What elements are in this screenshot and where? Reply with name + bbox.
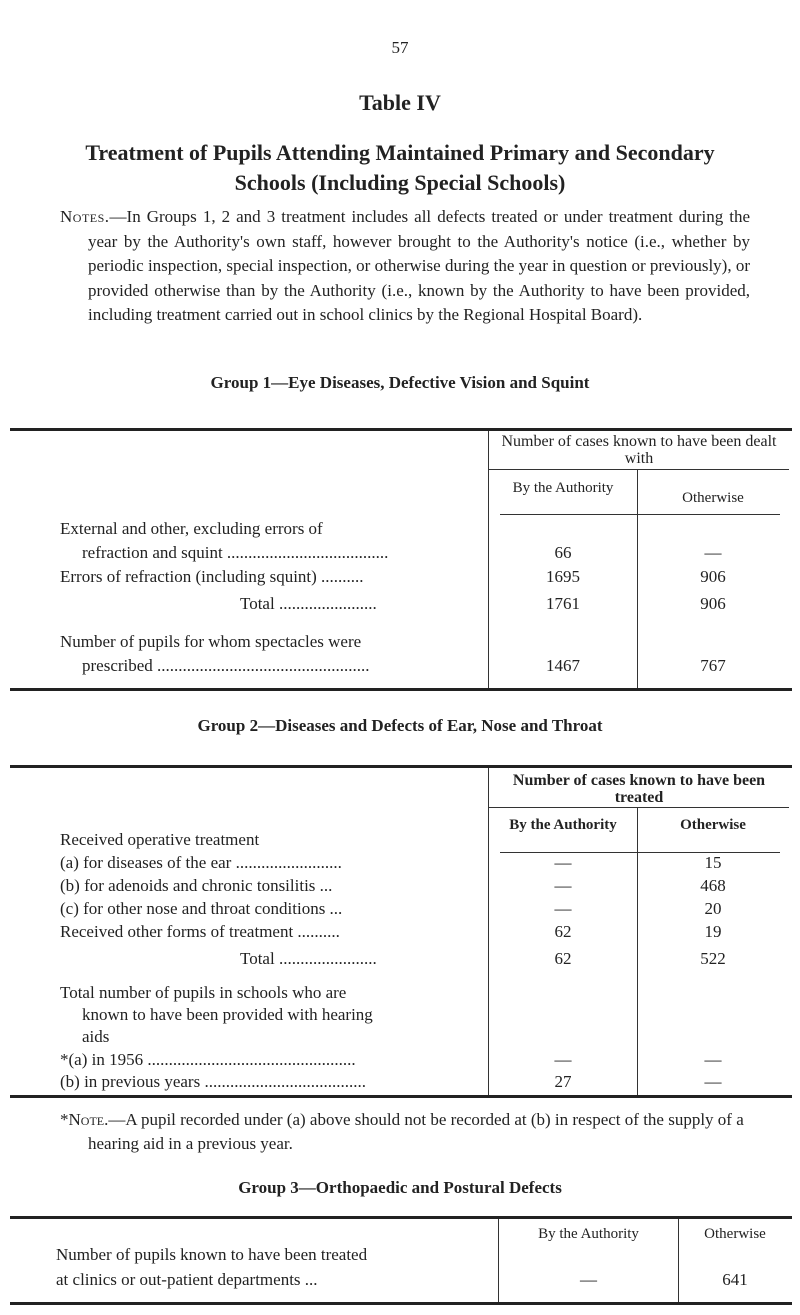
g2-row1-label: (a) for diseases of the ear .........................: [60, 853, 342, 872]
group3-col1: By the Authority: [538, 1226, 639, 1242]
g2-row2-v1: —: [554, 876, 572, 895]
g2-section1: Received operative treatment: [60, 830, 260, 849]
rule: [10, 1216, 792, 1219]
g2-aid-row1-v2: —: [704, 1050, 722, 1069]
rule: [10, 1302, 792, 1305]
g2-aid-row2-v1: 27: [554, 1072, 572, 1091]
g1-row4-label-a: Number of pupils for whom spectacles were: [60, 632, 362, 651]
g2-row2-v2: 468: [700, 876, 726, 895]
g3-label-b: at clinics or out-patient departments ...: [56, 1270, 318, 1289]
g1-total-v1: 1761: [546, 594, 580, 613]
g2-row3-v1: —: [554, 899, 572, 918]
g2-total-v1: 62: [554, 949, 572, 968]
g2-row4-v2: 19: [704, 922, 722, 941]
notes-text: —In Groups 1, 2 and 3 treatment includes all defects treated or under treatment during the year by the Authority's own staff, however brought to the Authority's notice (i.e., whether by periodic inspection, special inspection, or otherwise during the year in question or previously), or provided otherwise than by the Authority (i.e., known by the Authority to have been provided, including treatment carried out in school clinics by the Regional Hospital Board).: [88, 207, 750, 324]
g2-row1-v2: 15: [704, 853, 722, 872]
g2-row1-v1: —: [554, 853, 572, 872]
notes: [60, 205, 750, 328]
rule: [10, 1095, 792, 1098]
g1-total-v2: 906: [700, 594, 726, 613]
g1-row2-v1: 1695: [546, 567, 580, 586]
g2-section2-a: Total number of pupils in schools who are: [60, 983, 347, 1002]
footnote-text: —A pupil recorded under (a) above should not be recorded at (b) in respect of the supply of a hearing aid in a previous year.: [88, 1110, 744, 1153]
g2-total-v2: 522: [700, 949, 726, 968]
g2-aid-row1-v1: —: [554, 1050, 572, 1069]
rule: [500, 514, 780, 515]
group1-col1: By the Authority: [512, 480, 614, 496]
g2-total-label: Total .......................: [240, 949, 377, 968]
group1-title: Group 1—Eye Diseases, Defective Vision and Squint: [210, 373, 590, 392]
g2-row4-v1: 62: [554, 922, 572, 941]
g1-row2-v2: 906: [700, 567, 726, 586]
group2-title: Group 2—Diseases and Defects of Ear, Nose and Throat: [197, 716, 603, 735]
footnote: [60, 1108, 760, 1156]
g1-row2-label: Errors of refraction (including squint) ..........: [60, 567, 364, 586]
g1-row4-v2: 767: [700, 656, 726, 675]
g1-total-label: Total .......................: [240, 594, 377, 613]
g1-row1-v1: 66: [554, 543, 572, 562]
main-title: Treatment of Pupils Attending Maintained Primary and Secondary Schools (Including Special Schools): [85, 140, 715, 195]
g1-row4-label-b: prescribed ..................................................: [82, 656, 370, 675]
rule: [489, 807, 789, 808]
group2-col2: Otherwise: [680, 817, 746, 833]
table-title: Table IV: [359, 90, 441, 115]
g1-row1-v2: —: [704, 543, 722, 562]
g1-row1-label-a: External and other, excluding errors of: [60, 519, 323, 538]
group3-col2: Otherwise: [704, 1226, 766, 1242]
rule: [10, 428, 792, 431]
g2-aid-row1-label: *(a) in 1956 .................................................: [60, 1050, 356, 1069]
g1-row1-label-b: refraction and squint ......................................: [82, 543, 389, 562]
g2-section2-b: known to have been provided with hearing: [82, 1005, 373, 1024]
group3-title: Group 3—Orthopaedic and Postural Defects: [238, 1178, 562, 1197]
rule: [10, 688, 792, 691]
g2-aid-row2-v2: —: [704, 1072, 722, 1091]
group2-col1: By the Authority: [509, 817, 617, 833]
notes-label: Notes.: [60, 207, 110, 226]
page-number: 57: [391, 38, 409, 57]
g2-row4-label: Received other forms of treatment ..........: [60, 922, 340, 941]
rule: [489, 469, 789, 470]
g2-row3-label: (c) for other nose and throat conditions ...: [60, 899, 343, 918]
g2-section2-c: aids: [82, 1027, 110, 1046]
group1-header: Number of cases known to have been dealt with: [501, 433, 777, 467]
group2-header: Number of cases known to have been treated: [512, 772, 766, 806]
rule: [10, 765, 792, 768]
g3-v2: 641: [722, 1270, 748, 1289]
g3-v1: —: [580, 1270, 597, 1289]
footnote-label: *Note.: [60, 1110, 109, 1129]
g1-row4-v1: 1467: [546, 656, 580, 675]
g2-row2-label: (b) for adenoids and chronic tonsilitis ...: [60, 876, 333, 895]
group1-col2: Otherwise: [682, 490, 744, 506]
g2-aid-row2-label: (b) in previous years ......................................: [60, 1072, 366, 1091]
g3-label-a: Number of pupils known to have been treated: [56, 1245, 368, 1264]
g2-row3-v2: 20: [704, 899, 722, 918]
